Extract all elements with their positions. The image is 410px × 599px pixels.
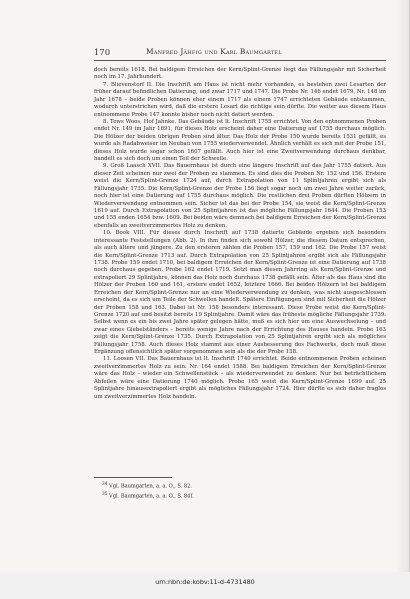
paragraph: 10. Book VIII. Für dieses durch Inschrift auf 1738 datierte Gebäude ergeben sich besonders interessante Feststellungen (Abb. 2). In ihm finden sich sowohl Hölzer, die diesem Datum entsprechen, als auch ältere und jüngere. Zu den ersteren zählen die Proben 157, 159 und 162. Die Probe 157 weist die Kern/Splint-Grenze 1713 auf. Durch Extrapolation von 25 Splintjahren ergibt sich als Fällungsjahr 1738. Probe 159 endet 1710, bei baldigem Erreichen der Kern/Splint-Grenze ist eine Datierung auf 1738 noch durchaus gegeben. Probe 162 endet 1719. Setzt man diesen Jahrring als Kern/Splint-Grenze und extrapoliert 29 Splintjahre, können das Holz noch durchaus 1738 gefällt sein. Älter als das Haus sind die Hölzer der Proben 160 und 161, erstere endet 1652, letztere 1666. Bei beiden Hölzern ist bei baldigem Erreichen der Kern/Splint-Grenze nur an eine Wiederverwendung zu denken, was nicht ausgeschlossen erscheint, da es sich um Teile der Schwellen handelt. Spätere Einfügungen sind mit Sicherheit die Hölzer der Proben 158 und 163. Dabei ist Nr. 158 besonders interessant. Diese Probe weist die Kern/Splint-Grenze 1720 auf und besitzt bereits 19 Splintjahre. Damit wäre das früheste mögliche Fällungsjahr 1739. Selbst wenn es ein bis zwei Jahre später gelegen hätte, muß es sich hier um eine Auswechselung – und zwar eines Giebelständers – bereits wenige Jahre nach der Errichtung des Hauses handeln. Probe 163 zeigt die Kern/Splint-Grenze 1735. Durch Extrapolation von 25 Splintjahren ergibt sich als mögliches Fällungsjahr 1758. Auch dieses Holz stammt aus einer Ausbesserung des Fachwerks, doch muß diese Ergänzung offensichtlich später vorgenommen sein als die der Probe 158.: [94, 230, 386, 356]
paragraph: 9. Groß Laasch XVII. Das Bauernhaus ist durch eine längere Inschrift auf das Jahr 1755 datiert. Aus dieser Zeit scheinen nur zwei der Proben zu stammen. Es sind dies die Proben Nr. 152 und 156. Erstere weist die Kern/Splint-Grenze 1724 auf, durch Extrapolation von 11 Splintjahren ergibt sich als Fällungsjahr 1735. Die Kern/Splint-Grenze der Probe 156 liegt sogar noch um zwei Jahre weiter zurück, noch hier ist eine Datierung auf 1755 durchaus möglich. Die restlichen drei Proben dürften Hölzern in Wiederverwendung entnommen sein. Sicher ist das bei der Probe 154, sie weist die Kern/Splint-Grenze 1619 auf. Durch Extrapolation von 25 Splintjahren ist das mögliche Fällungsjahr 1644. Die Proben 153 und 155 enden 1654 bzw. 1609. Bei beiden wäre demnach bei baldigem Erreichen der Kern/Splint-Grenze ebenfalls an zweitverzimmertes Holz zu denken.: [94, 163, 386, 229]
paragraph: 11. Loosen VII. Das Bauernhaus ist lt. Inschrift 1740 errichtet. Beide entnommenen Proben scheinen zweitverzimmertes Holz zu sein. Nr. 164 endet 1588. Bei baldigem Erreichen der Kern/Splint-Grenze wäre das Holz – wieder ein Schwellenstück – als wiederverwendet zu denken. Nur bei beträchtlichem Abfeilen wäre eine Datierung 1740 möglich. Probe 165 weist die Kern/Splint-Grenze 1699 auf. 25 Splintjahre hinausextrapoliert ergibt als mögliches Fällungsjahr 1724. Hier dürfte es sich daher fraglos um zweitverzimmertes Holz handeln.: [94, 356, 386, 400]
page-number: 170: [94, 47, 111, 57]
urn-identifier: urn:nbn:de:kobv:11-d-4731480: [155, 578, 255, 586]
paragraph: 7. Blievenstorf II. Die Inschrift am Haus ist nicht mehr vorhanden, es bestehen zwei Lesarten der früher darauf befindlichen Datierung, und zwar 1717 und 1747. Die Probe Nr. 146 endet 1679, Nr. 148 im Jahr 1678 – beide Proben können eher einem 1717 als einem 1747 errichteten Gebäude entstammen, wodurch unterstrichen wird, daß die erstere Lesart die richtige sein dürfte. Die weiter aus diesem Haus entnommene Probe 147 konnte bisher noch nicht datiert werden.: [94, 81, 386, 118]
footnote-mark: 35: [102, 492, 108, 498]
running-title: Manfred Jähfig und Karl Baumgartel: [146, 47, 282, 56]
paragraph: 8. Tews Woos, Hof Jahnke. Das Gebäude ist lt. Inschrift 1755 errichtet. Von den entnommenen Proben endet Nr. 149 im Jahr 1691, für dieses Holz erscheint daher eine Datierung auf 1755 durchaus möglich. Die Hölzer der beiden übrigen Proben sind älter. Das Holz der Probe 150 wurde bereits 1531 gefällt, es wurde als Radabweiser im Neubau von 1755 wiederverwendet. Ähnlich verhält es sich mit der Probe 151, dieses Holz wurde sogar schon 1607 gefällt. Auch hier ist eine Zweitverwendung durchaus denkbar, handelt es sich doch um einen Teil der Schwelle.: [94, 118, 386, 163]
page-edge-shadow: [397, 0, 409, 572]
footnote-mark: 34: [102, 482, 108, 487]
footnote: [94, 491, 386, 501]
page-header: [94, 46, 386, 61]
footnote-text: Vgl. Baumgarten, a. a. O., S. 82.: [109, 483, 192, 490]
footnote-rule: [94, 477, 172, 478]
body-text: [94, 67, 386, 401]
footnote: [94, 481, 386, 491]
footnote-text: Vgl. Baumgarten, a. a. O., S. 84f.: [109, 493, 194, 500]
footnotes: [94, 481, 386, 501]
paragraph: doch bereits 1618. Bei baldigem Erreichen der Kern/Splint-Grenze liegt das Fällungsjahr mit Sicherheit noch im 17. Jahrhundert.: [94, 67, 386, 81]
